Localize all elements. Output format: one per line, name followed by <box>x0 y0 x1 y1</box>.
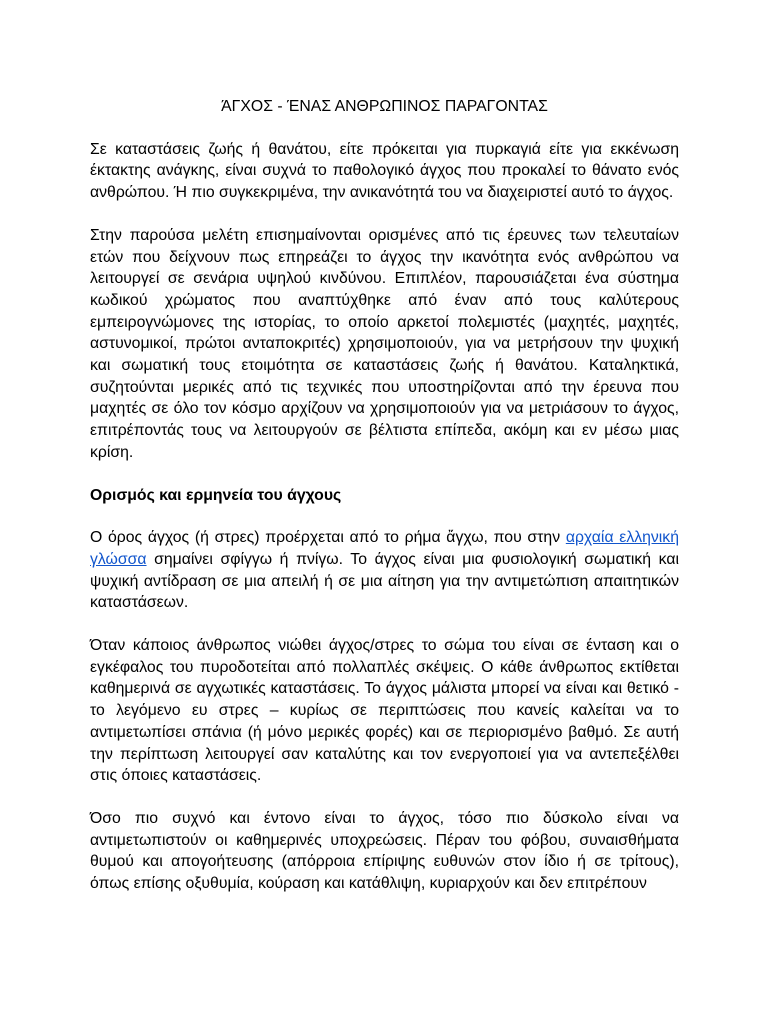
ancient-greek-language-link[interactable]: αρχαία ελληνική γλώσσα <box>90 529 679 568</box>
definition-text-before-link: Ο όρος άγχος (ή στρες) προέρχεται από το ρήμα ἄγχω, που στην <box>90 529 566 547</box>
body-paragraph-2: Όσο πιο συχνό και έντονο είναι το άγχος, τόσο πιο δύσκολο είναι να αντιμετωπιστούν οι καθημερινές υποχρεώσεις. Πέραν του φόβου, συναισθήματα θυμού και απογοήτευσης (απόρροια επίριψης ευθυνών στον ίδιο ή σε τρίτους), όπως επίσης οξυθυμία, κούραση και κατάθλιψη, κυριαρχούν και δεν επιτρέπουν <box>90 809 679 893</box>
section-heading: Ορισμός και ερμηνεία του άγχους <box>90 486 342 504</box>
definition-text-after-link: σημαίνει σφίγγω ή πνίγω. Το άγχος είναι μια φυσιολογική σωματική και ψυχική αντίδραση σε μια απειλή ή σε μια αίτηση για την αντιμετώπιση απαιτητικών καταστάσεων. <box>90 550 679 612</box>
intro-paragraph-2: Στην παρούσα μελέτη επισημαίνονται ορισμένες από τις έρευνες των τελευταίων ετών που δείχνουν πως επηρεάζει το άγχος την ικανότητα ενός ανθρώπου να λειτουργεί σε σενάρια υψηλού κινδύνου. Επιπλέον, παρουσιάζεται ένα σύστημα κωδικού χρώματος που αναπτύχθηκε από έναν από τους καλύτερους εμπειρογνώμονες της ιστορίας, το οποίο αρκετοί πολεμιστές (μαχητές, μαχητές, αστυνομικοί, πρώτοι ανταποκριτές) χρησιμοποιούν, για να μετρήσουν την ψυχική και σωματική τους ετοιμότητα σε καταστάσεις ζωής ή θανάτου. Καταληκτικά, συζητούνται μερικές από τις τεχνικές που υποστηρίζονται από την έρευνα που μαχητές σε όλο τον κόσμο αρχίζουν να χρησιμοποιούν για να μετριάσουν το άγχος, επιτρέποντάς τους να λειτουργούν σε βέλτιστα επίπεδα, ακόμη και εν μέσω μιας κρίση. <box>90 226 679 461</box>
document-body <box>90 96 679 916</box>
document-title: ΆΓΧΟΣ - ΈΝΑΣ ΑΝΘΡΩΠΙΝΟΣ ΠΑΡΑΓΟΝΤΑΣ <box>221 98 548 115</box>
body-paragraph-1: Όταν κάποιος άνθρωπος νιώθει άγχος/στρες το σώμα του είναι σε ένταση και ο εγκέφαλος του πυροδοτείται από πολλαπλές σκέψεις. Ο κάθε άνθρωπος εκτίθεται καθημερινά σε αγχωτικές καταστάσεις. Το άγχος μάλιστα μπορεί να είναι και θετικό - το λεγόμενο ευ στρες – κυρίως σε περιπτώσεις που κανείς καλείται να το αντιμετωπίσει σπάνια (ή μόνο μερικές φορές) και σε περιορισμένο βαθμό. Σε αυτή την περίπτωση λειτουργεί σαν καταλύτης και τον ενεργοποιεί για να αντεπεξέλθει στις όποιες καταστάσεις. <box>90 637 679 785</box>
definition-paragraph <box>90 527 679 614</box>
intro-paragraph-1: Σε καταστάσεις ζωής ή θανάτου, είτε πρόκειται για πυρκαγιά είτε για εκκένωση έκτακτης ανάγκης, είναι συχνά το παθολογικό άγχος που προκαλεί το θάνατο ενός ανθρώπου. Ή πιο συγκεκριμένα, την ανικανότητά του να διαχειριστεί αυτό το άγχος. <box>90 140 679 202</box>
